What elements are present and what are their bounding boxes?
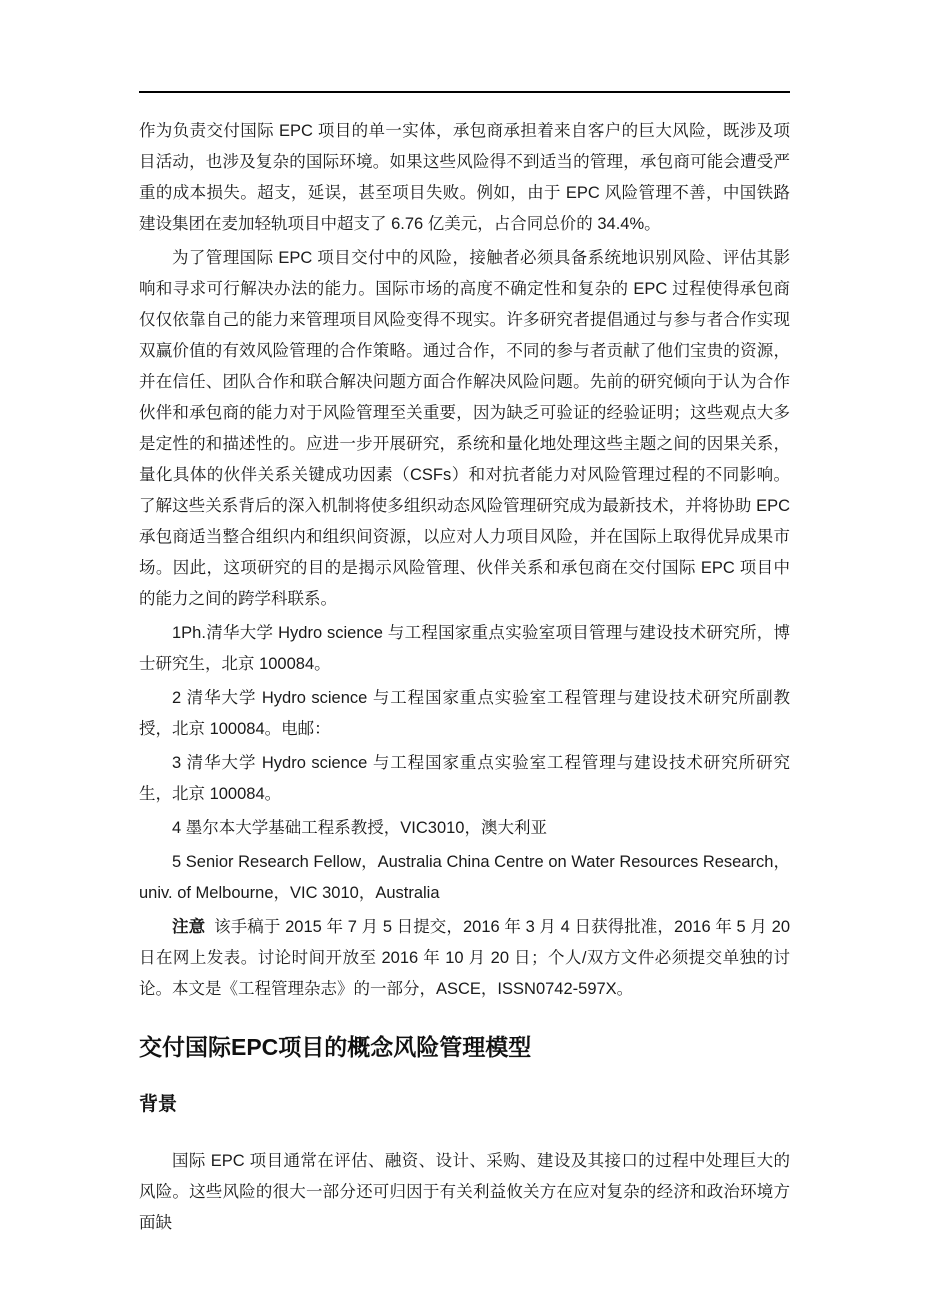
footnote-1: 1Ph.清华大学 Hydro science 与工程国家重点实验室项目管理与建设技术研究所，博士研究生，北京 100084。: [139, 624, 790, 673]
header-separator-rule: [139, 91, 790, 93]
note-paragraph: [139, 912, 790, 1005]
footnote-3: 3 清华大学 Hydro science 与工程国家重点实验室工程管理与建设技术研究所研究生，北京 100084。: [139, 754, 790, 803]
note-text: 该手稿于 2015 年 7 月 5 日提交，2016 年 3 月 4 日获得批准，2016 年 5 月 20 日在网上发表。讨论时间开放至 2016 年 10 月 20 日；个人/双方文件必须提交单独的讨论。本文是《工程管理杂志》的一部分，ASCE，ISSN0742-597X。: [139, 918, 790, 998]
footnote-5: 5 Senior Research Fellow，Australia China Centre on Water Resources Research，univ. of Melbourne，VIC 3010，Australia: [139, 853, 790, 902]
footnote-2: 2 清华大学 Hydro science 与工程国家重点实验室工程管理与建设技术研究所副教授，北京 100084。电邮：: [139, 689, 790, 738]
document-title: 交付国际EPC项目的概念风险管理模型: [139, 1034, 532, 1060]
section-heading-background: 背景: [139, 1094, 178, 1115]
background-paragraph-1: 国际 EPC 项目通常在评估、融资、设计、采购、建设及其接口的过程中处理巨大的风险。这些风险的很大一部分还可归因于有关利益攸关方在应对复杂的经济和政治环境方面缺: [139, 1152, 790, 1232]
note-label: 注意: [172, 918, 206, 936]
footnote-4: 4 墨尔本大学基础工程系教授，VIC3010，澳大利亚: [172, 819, 547, 837]
intro-paragraph-2: 为了管理国际 EPC 项目交付中的风险，接触者必须具备系统地识别风险、评估其影响和寻求可行解决办法的能力。国际市场的高度不确定性和复杂的 EPC 过程使得承包商仅仅依靠自己的能力来管理项目风险变得不现实。许多研究者提倡通过与参与者合作实现双赢价值的有效风险管理的合作策略。通过合作，不同的参与者贡献了他们宝贵的资源，并在信任、团队合作和联合解决问题方面合作解决风险问题。先前的研究倾向于认为合作伙伴和承包商的能力对于风险管理至关重要，因为缺乏可验证的经验证明；这些观点大多是定性的和描述性的。应进一步开展研究，系统和量化地处理这些主题之间的因果关系，量化具体的伙伴关系关键成功因素（CSFs）和对抗者能力对风险管理过程的不同影响。了解这些关系背后的深入机制将使多组织动态风险管理研究成为最新技术，并将协助 EPC 承包商适当整合组织内和组织间资源，以应对人力项目风险，并在国际上取得优异成果市场。因此，这项研究的目的是揭示风险管理、伙伴关系和承包商在交付国际 EPC 项目中的能力之间的跨学科联系。: [139, 249, 790, 608]
intro-paragraph-1: 作为负责交付国际 EPC 项目的单一实体，承包商承担着来自客户的巨大风险，既涉及项目活动，也涉及复杂的国际环境。如果这些风险得不到适当的管理，承包商可能会遭受严重的成本损失。超支，延误，甚至项目失败。例如，由于 EPC 风险管理不善，中国铁路建设集团在麦加轻轨项目中超支了 6.76 亿美元，占合同总价的 34.4%。: [139, 122, 790, 233]
